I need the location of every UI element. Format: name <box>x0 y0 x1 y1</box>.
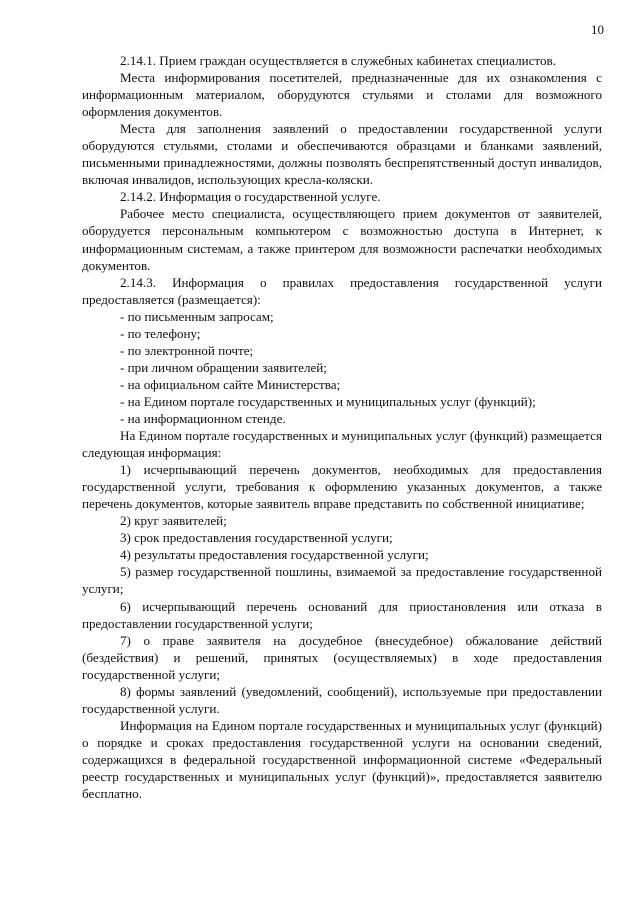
list-item: - на Едином портале государственных и муниципальных услуг (функций); <box>120 393 536 409</box>
list-item: - по письменным запросам; <box>120 308 274 324</box>
paragraph: На Едином портале государственных и муниципальных услуг (функций) размещается следующая информация: <box>82 428 602 461</box>
paragraph: 6) исчерпывающий перечень оснований для приостановления или отказа в предоставлении государственной услуги; <box>82 598 602 631</box>
list-item: - на информационном стенде. <box>120 410 286 426</box>
page-number: 10 <box>591 22 604 37</box>
list-item: - при личном обращении заявителей; <box>120 359 327 375</box>
paragraph: Рабочее место специалиста, осуществляющего прием документов от заявителей, оборудуется персональным компьютером с возможностью доступа в Интернет, к информационным системам, а также принтером для возможности распечатки необходимых документов. <box>82 206 602 273</box>
paragraph: Информация на Едином портале государственных и муниципальных услуг (функций) о порядке и сроках предоставления государственной услуги на основании сведений, содержащихся в федеральной государственной информационной системе «Федеральный реестр государственных и муниципальных услуг (функций)», предоставляется заявителю бесплатно. <box>82 717 602 802</box>
document-body <box>82 52 602 802</box>
paragraph: 7) о праве заявителя на досудебное (внесудебное) обжалование действий (бездействия) и решений, принятых (осуществляемых) в ходе предоставления государственной услуги; <box>82 632 602 682</box>
paragraph: Места для заполнения заявлений о предоставлении государственной услуги оборудуются стульями, столами и обеспечиваются образцами и бланками заявлений, письменными принадлежностями, должны позволять беспрепятственный доступ инвалидов, включая инвалидов, использующих кресла-коляски. <box>82 121 602 188</box>
paragraph: 2.14.3. Информация о правилах предоставления государственной услуги предоставляется (размещается): <box>82 274 602 307</box>
list-item: - на официальном сайте Министерства; <box>120 376 341 392</box>
paragraph: 2.14.2. Информация о государственной услуге. <box>120 189 381 205</box>
list-item: - по электронной почте; <box>120 342 254 358</box>
paragraph: 8) формы заявлений (уведомлений, сообщений), используемые при предоставлении государственной услуги. <box>82 683 602 716</box>
paragraph: 2.14.1. Прием граждан осуществляется в служебных кабинетах специалистов. <box>120 53 556 68</box>
paragraph: 5) размер государственной пошлины, взимаемой за предоставление государственной услуги; <box>82 564 602 597</box>
paragraph: Места информирования посетителей, предназначенные для их ознакомления с информационным материалом, оборудуются стульями и столами для возможного оформления документов. <box>82 70 602 120</box>
paragraph: 1) исчерпывающий перечень документов, необходимых для предоставления государственной услуги, требования к оформлению указанных документов, а также перечень документов, которые заявитель вправе представить по собственной инициативе; <box>82 462 602 512</box>
paragraph: 4) результаты предоставления государственной услуги; <box>120 547 429 563</box>
list-item: - по телефону; <box>120 325 201 341</box>
paragraph: 2) круг заявителей; <box>120 513 227 529</box>
paragraph: 3) срок предоставления государственной услуги; <box>120 530 393 546</box>
